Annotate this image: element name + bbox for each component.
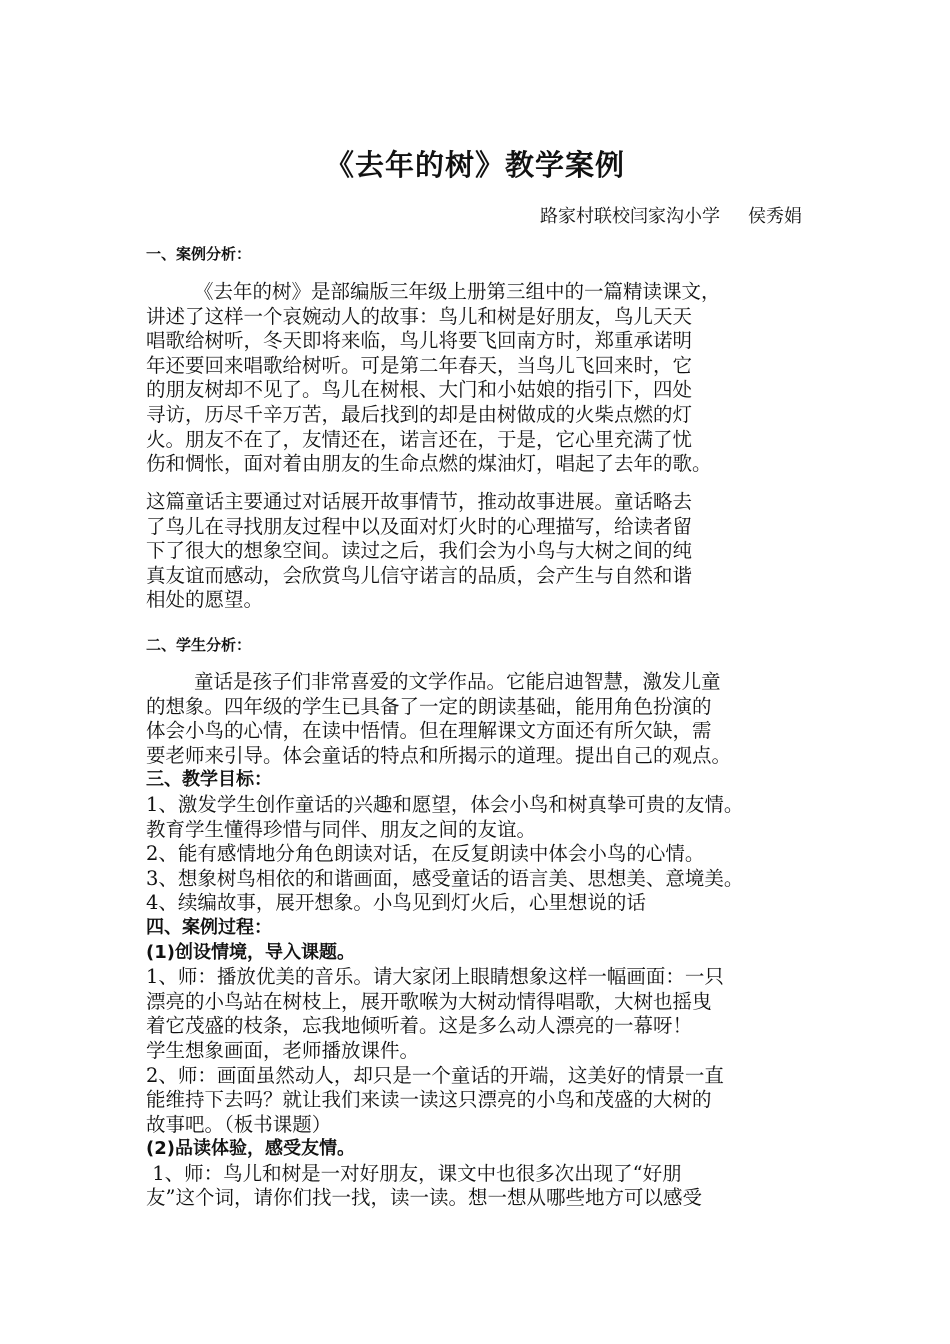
subsection-heading-1: (1)创设情境，导入课题。 xyxy=(146,941,355,963)
process-line: 故事吧。（板书课题） xyxy=(146,1112,332,1136)
goal-line: 1、激发学生创作童话的兴趣和愿望，体会小鸟和树真挚可贵的友情。 xyxy=(146,792,744,816)
process-line: 友”这个词，请你们找一找，读一读。想一想从哪些地方可以感受 xyxy=(146,1186,702,1210)
paragraph-line: 《去年的树》是部编版三年级上册第三组中的一篇精读课文， xyxy=(194,280,721,303)
author-school: 路家村联校闫家沟小学 xyxy=(540,206,720,227)
section-heading-student-analysis: 二、学生分析： xyxy=(146,636,252,654)
paragraph-line: 的朋友树却不见了。鸟儿在树根、大门和小姑娘的指引下，四处 xyxy=(146,378,693,402)
paragraph-line: 火。朋友不在了，友情还在，诺言还在，于是，它心里充满了忧 xyxy=(146,427,693,451)
process-line: 学生想象画面，老师播放课件。 xyxy=(146,1038,420,1062)
process-line: 着它茂盛的枝条，忘我地倾听着。这是多么动人漂亮的一幕呀！ xyxy=(146,1014,693,1038)
paragraph-line: 寻访，历尽千辛万苦，最后找到的却是由树做成的火柴点燃的灯 xyxy=(146,402,693,426)
paragraph-line: 相处的愿望。 xyxy=(146,588,264,612)
process-line: 1、师：鸟儿和树是一对好朋友，课文中也很多次出现了“好朋 xyxy=(146,1161,682,1185)
paragraph-line: 童话是孩子们非常喜爱的文学作品。它能启迪智慧，激发儿童 xyxy=(194,670,721,693)
paragraph-line: 体会小鸟的心情，在读中悟情。但在理解课文方面还有所欠缺，需 xyxy=(146,719,712,743)
goal-line: 4、续编故事，展开想象。小鸟见到灯火后，心里想说的话 xyxy=(146,891,646,915)
paragraph-line: 了鸟儿在寻找朋友过程中以及面对灯火时的心理描写，给读者留 xyxy=(146,514,693,538)
paragraph-line: 讲述了这样一个哀婉动人的故事：鸟儿和树是好朋友，鸟儿天天 xyxy=(146,304,693,328)
goal-line: 3、想象树鸟相依的和谐画面，感受童话的语言美、思想美、意境美。 xyxy=(146,866,744,890)
section-heading-case-process: 四、案例过程： xyxy=(146,916,272,938)
process-line: 漂亮的小鸟站在树枝上，展开歌喉为大树动情得唱歌，大树也摇曳 xyxy=(146,989,712,1013)
goal-line: 教育学生懂得珍惜与同伴、朋友之间的友谊。 xyxy=(146,817,537,841)
paragraph-line: 的想象。四年级的学生已具备了一定的朗读基础，能用角色扮演的 xyxy=(146,694,712,718)
goal-line: 2、能有感情地分角色朗读对话，在反复朗读中体会小鸟的心情。 xyxy=(146,842,705,866)
process-line: 1、师：播放优美的音乐。请大家闭上眼睛想象这样一幅画面：一只 xyxy=(146,965,724,989)
process-line: 2、师：画面虽然动人，却只是一个童话的开端，这美好的情景一直 xyxy=(146,1063,724,1087)
process-line: 能维持下去吗？就让我们来读一读这只漂亮的小鸟和茂盛的大树的 xyxy=(146,1088,712,1112)
section-heading-case-analysis: 一、案例分析： xyxy=(146,245,252,263)
case-analysis-paragraph-1 xyxy=(146,280,814,477)
document-title: 《去年的树》教学案例 xyxy=(324,148,625,182)
paragraph-line: 年还要回来唱歌给树听。可是第二年春天，当鸟儿飞回来时，它 xyxy=(146,353,693,377)
case-analysis-paragraph-2 xyxy=(146,490,814,613)
author-name: 侯秀娟 xyxy=(748,206,802,227)
subsection-heading-2: (2)品读体验，感受友情。 xyxy=(146,1138,355,1160)
paragraph-line: 要老师来引导。体会童话的特点和所揭示的道理。提出自己的观点。 xyxy=(146,743,732,767)
paragraph-line: 唱歌给树听，冬天即将来临，鸟儿将要飞回南方时，郑重承诺明 xyxy=(146,329,693,353)
author-line xyxy=(540,202,802,228)
section-heading-teaching-goals: 三、教学目标： xyxy=(146,769,272,791)
student-analysis-paragraph xyxy=(146,670,814,1211)
paragraph-line: 伤和惆怅，面对着由朋友的生命点燃的煤油灯，唱起了去年的歌。 xyxy=(146,452,712,476)
paragraph-line: 这篇童话主要通过对话展开故事情节，推动故事进展。童话略去 xyxy=(146,490,693,513)
paragraph-line: 真友谊而感动，会欣赏鸟儿信守诺言的品质，会产生与自然和谐 xyxy=(146,563,693,587)
paragraph-line: 下了很大的想象空间。读过之后，我们会为小鸟与大树之间的纯 xyxy=(146,539,693,563)
